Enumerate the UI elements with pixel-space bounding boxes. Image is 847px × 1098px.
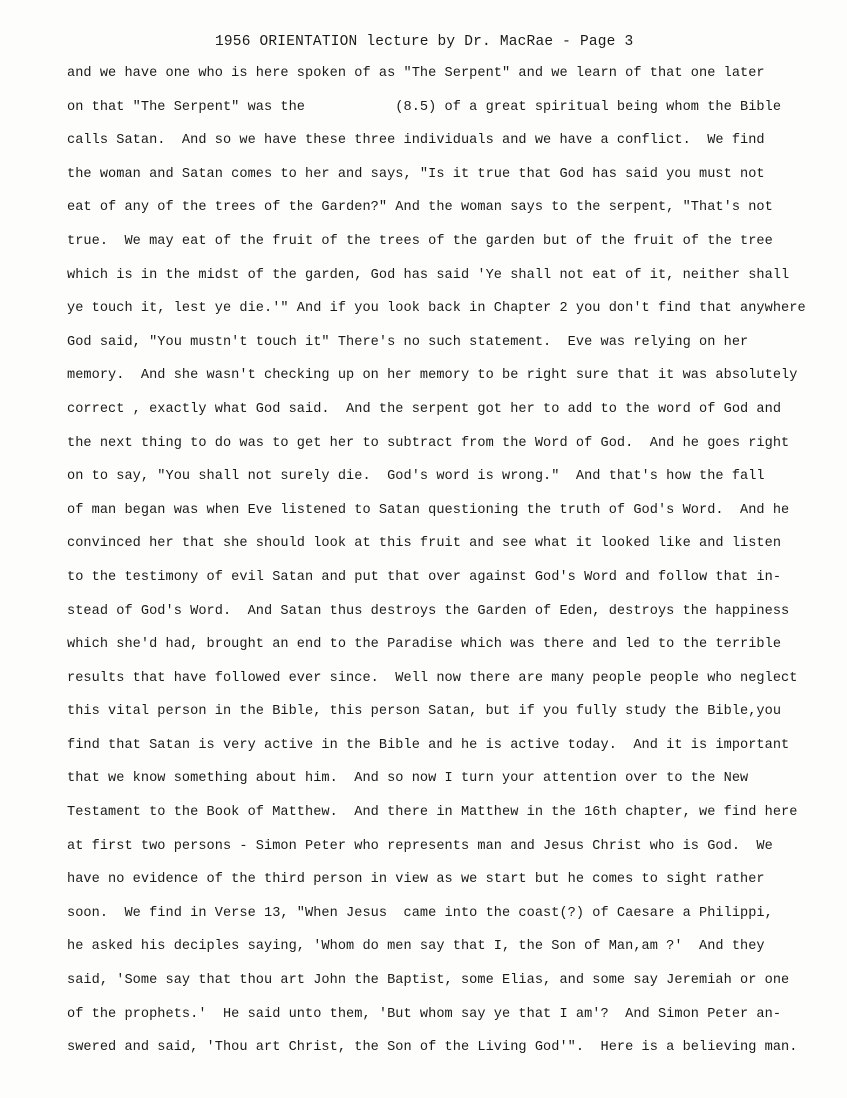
text-line: convinced her that she should look at this fruit and see what it looked like and listen (67, 536, 782, 552)
text-line: that we know something about him. And so now I turn your attention over to the New (67, 771, 749, 787)
text-line: at first two persons - Simon Peter who represents man and Jesus Christ who is God. We (67, 838, 773, 854)
text-line: memory. And she wasn't checking up on her memory to be right sure that it was absolutely (67, 368, 798, 384)
text-line: soon. We find in Verse 13, "When Jesus came into the coast(?) of Caesare a Philippi, (67, 905, 773, 921)
text-line: have no evidence of the third person in view as we start but he comes to sight rather (67, 872, 765, 888)
text-line: of man began was when Eve listened to Satan questioning the truth of God's Word. And he (67, 502, 790, 518)
text-line: he asked his deciples saying, 'Whom do men say that I, the Son of Man,am ?' And they (67, 939, 765, 955)
text-line: the next thing to do was to get her to subtract from the Word of God. And he goes right (67, 435, 790, 451)
page-header: 1956 ORIENTATION lecture by Dr. MacRae - Page 3 (215, 34, 634, 50)
text-line: calls Satan. And so we have these three individuals and we have a conflict. We find (67, 133, 765, 149)
text-line: ye touch it, lest ye die.'" And if you look back in Chapter 2 you don't find that anywhere (67, 301, 806, 317)
text-line: of the prophets.' He said unto them, 'But whom say ye that I am'? And Simon Peter an- (67, 1006, 782, 1022)
text-line: results that have followed ever since. Well now there are many people people who neglect (67, 670, 798, 686)
text-line: eat of any of the trees of the Garden?" And the woman says to the serpent, "That's not (67, 200, 773, 216)
text-line: swered and said, 'Thou art Christ, the Son of the Living God'". Here is a believing man. (67, 1040, 798, 1056)
text-line: on to say, "You shall not surely die. God's word is wrong." And that's how the fall (67, 469, 765, 485)
text-line: find that Satan is very active in the Bible and he is active today. And it is important (67, 737, 790, 753)
lecture-text (67, 60, 827, 1068)
text-line: and we have one who is here spoken of as "The Serpent" and we learn of that one later (67, 66, 765, 81)
text-line: on that "The Serpent" was the (8.5) of a great spiritual being whom the Bible (67, 99, 782, 115)
text-line: said, 'Some say that thou art John the Baptist, some Elias, and some say Jeremiah or one (67, 973, 790, 989)
text-line: correct , exactly what God said. And the serpent got her to add to the word of God and (67, 401, 782, 417)
text-line: to the testimony of evil Satan and put that over against God's Word and follow that in- (67, 569, 782, 585)
text-line: God said, "You mustn't touch it" There's no such statement. Eve was relying on her (67, 334, 749, 350)
text-line: which is in the midst of the garden, God has said 'Ye shall not eat of it, neither shall (67, 267, 790, 283)
text-line: the woman and Satan comes to her and says, "Is it true that God has said you must not (67, 166, 765, 182)
text-line: Testament to the Book of Matthew. And there in Matthew in the 16th chapter, we find here (67, 805, 798, 821)
text-line: which she'd had, brought an end to the Paradise which was there and led to the terrible (67, 637, 782, 653)
text-line: stead of God's Word. And Satan thus destroys the Garden of Eden, destroys the happiness (67, 603, 790, 619)
text-line: this vital person in the Bible, this person Satan, but if you fully study the Bible,you (67, 704, 782, 720)
text-line: true. We may eat of the fruit of the trees of the garden but of the fruit of the tree (67, 233, 773, 249)
